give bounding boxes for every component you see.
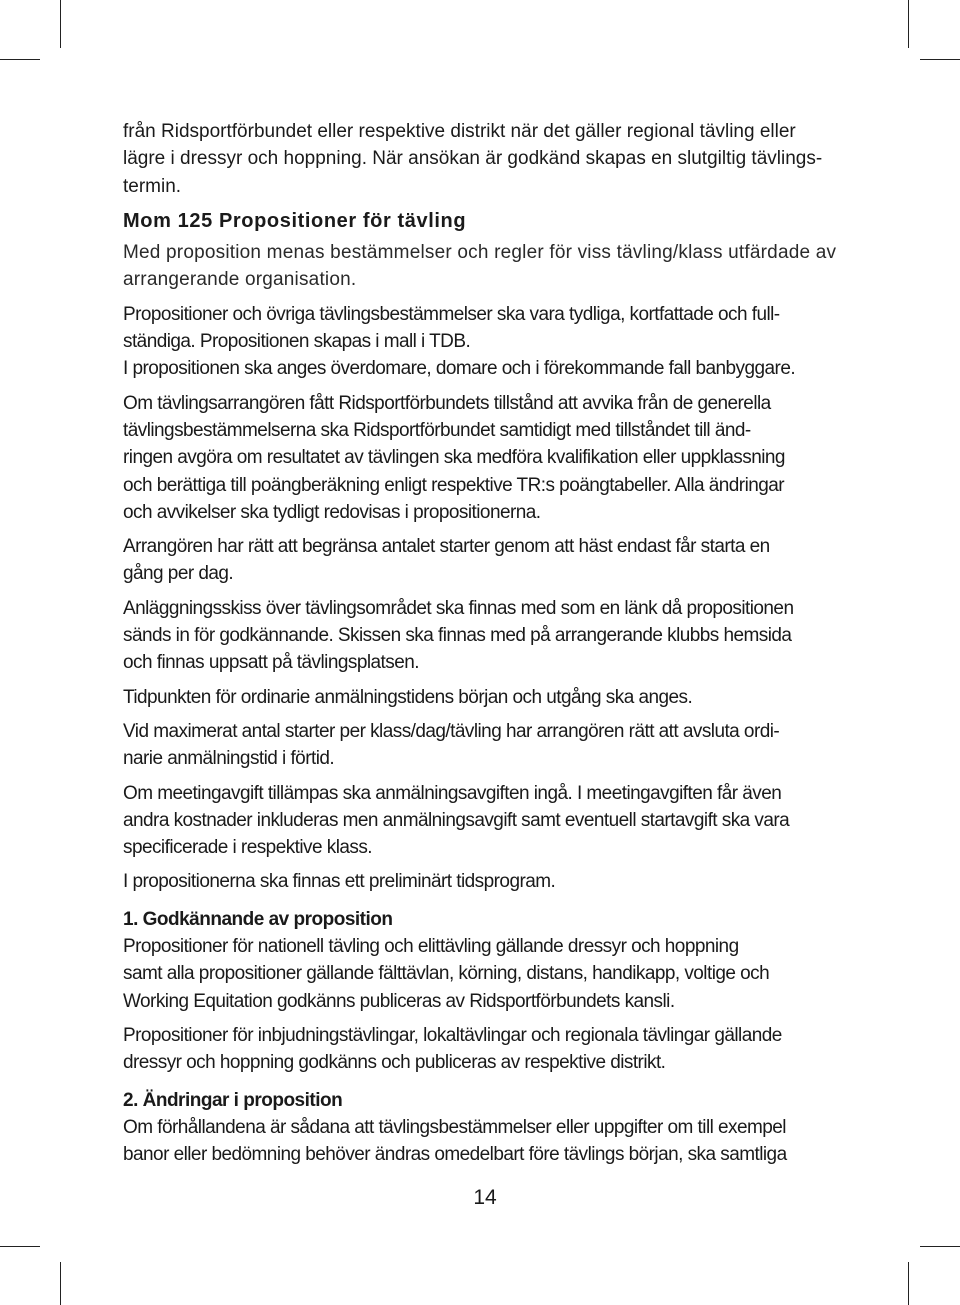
crop-mark-bottom-right xyxy=(908,1262,909,1305)
text-line: Tidpunkten för ordinarie anmälningstidens början och utgång ska anges. xyxy=(123,686,693,708)
text-line: I propositionerna ska finnas ett preliminärt tidsprogram. xyxy=(123,871,556,893)
text-line: Om tävlingsarrangören fått Ridsportförbundets tillstånd att avvika från de generella xyxy=(123,392,771,414)
crop-mark-left-upper xyxy=(0,59,40,60)
entry-time-paragraph xyxy=(123,684,843,711)
crop-mark-right-upper xyxy=(920,59,960,60)
text-line: ständiga. Propositionen skapas i mall i TDB. xyxy=(123,331,471,353)
text-line: Om meetingavgift tillämpas ska anmälningsavgiften ingå. I meetingavgiften får även xyxy=(123,782,782,804)
text-line: dressyr och hoppning godkänns och publiceras av respektive distrikt. xyxy=(123,1052,666,1074)
text-line: Working Equitation godkänns publiceras av Ridsportförbundets kansli. xyxy=(123,990,675,1012)
text-line: ringen avgöra om resultatet av tävlingen ska medföra kvalifikation eller uppklassning xyxy=(123,447,785,469)
section-1-paragraph xyxy=(123,933,843,1015)
intro-paragraph xyxy=(123,118,843,200)
text-line: I propositionen ska anges överdomare, domare och i förekommande fall banbyggare. xyxy=(123,358,796,380)
text-line: Vid maximerat antal starter per klass/dag/tävling har arrangören rätt att avsluta ordi- xyxy=(123,720,780,742)
text-line: specificerade i respektive klass. xyxy=(123,837,373,859)
text-line: Arrangören har rätt att begränsa antalet starter genom att häst endast får starta en xyxy=(123,536,770,558)
requirements-paragraph xyxy=(123,301,843,383)
text-line: samt alla propositioner gällande fälttävlan, körning, distans, handikapp, voltige och xyxy=(123,963,770,985)
page-number: 14 xyxy=(473,1186,497,1209)
crop-mark-bottom-left xyxy=(60,1262,61,1305)
text-line: Om förhållandena är sådana att tävlingsbestämmelser eller uppgifter om till exempel xyxy=(123,1116,786,1138)
text-line: och berättiga till poängberäkning enligt respektive TR:s poängtabeller. Alla ändringar xyxy=(123,474,785,496)
page-content xyxy=(123,118,843,1168)
text-line: andra kostnader inkluderas men anmälningsavgift samt eventuell startavgift ska vara xyxy=(123,809,790,831)
text-line: narie anmälningstid i förtid. xyxy=(123,748,335,770)
text-line: arrangerande organisation. xyxy=(123,269,357,291)
text-line: Propositioner och övriga tävlingsbestämmelser ska vara tydliga, kortfattade och full- xyxy=(123,303,780,325)
text-line: banor eller bedömning behöver ändras omedelbart före tävlings början, ska samtliga xyxy=(123,1144,787,1166)
crop-mark-left-lower xyxy=(0,1246,40,1247)
text-line: gång per dag. xyxy=(123,563,234,585)
text-line: Propositioner för inbjudningstävlingar, lokaltävlingar och regionala tävlingar gällande xyxy=(123,1024,782,1046)
mom-definition-paragraph xyxy=(123,239,843,294)
mom-125-heading: Mom 125 Propositioner för tävling xyxy=(123,209,467,232)
text-line: och finnas uppsatt på tävlingsplatsen. xyxy=(123,652,419,674)
text-line: Med proposition menas bestämmelser och regler för viss tävling/klass utfärdade av xyxy=(123,242,837,264)
crop-mark-right-lower xyxy=(920,1246,960,1247)
text-line: tävlingsbestämmelserna ska Ridsportförbundet samtidigt med tillståndet till änd- xyxy=(123,419,751,441)
text-line: lägre i dressyr och hoppning. När ansökan är godkänd skapas en slutgiltig tävlings- xyxy=(123,148,823,170)
starts-limit-paragraph xyxy=(123,533,843,588)
section-2-paragraph xyxy=(123,1114,843,1169)
crop-mark-top-right xyxy=(908,0,909,48)
schedule-paragraph xyxy=(123,868,843,895)
text-line: och avvikelser ska tydligt redovisas i propositionerna. xyxy=(123,501,541,523)
text-line: sänds in för godkännande. Skissen ska finnas med på arrangerande klubbs hemsida xyxy=(123,625,792,647)
text-line: Anläggningsskiss över tävlingsområdet ska finnas med som en länk då propositionen xyxy=(123,597,794,619)
text-line: Propositioner för nationell tävling och elittävling gällande dressyr och hoppning xyxy=(123,936,739,958)
deviation-paragraph xyxy=(123,390,843,526)
text-line: termin. xyxy=(123,175,182,197)
section-1-heading: 1. Godkännande av proposition xyxy=(123,908,393,930)
meeting-fee-paragraph xyxy=(123,780,843,862)
section-1-paragraph xyxy=(123,1022,843,1077)
section-2-heading: 2. Ändringar i proposition xyxy=(123,1089,343,1111)
max-starts-paragraph xyxy=(123,718,843,773)
crop-mark-top-left xyxy=(60,0,61,48)
site-sketch-paragraph xyxy=(123,595,843,677)
text-line: från Ridsportförbundet eller respektive distrikt när det gäller regional tävling eller xyxy=(123,121,796,142)
